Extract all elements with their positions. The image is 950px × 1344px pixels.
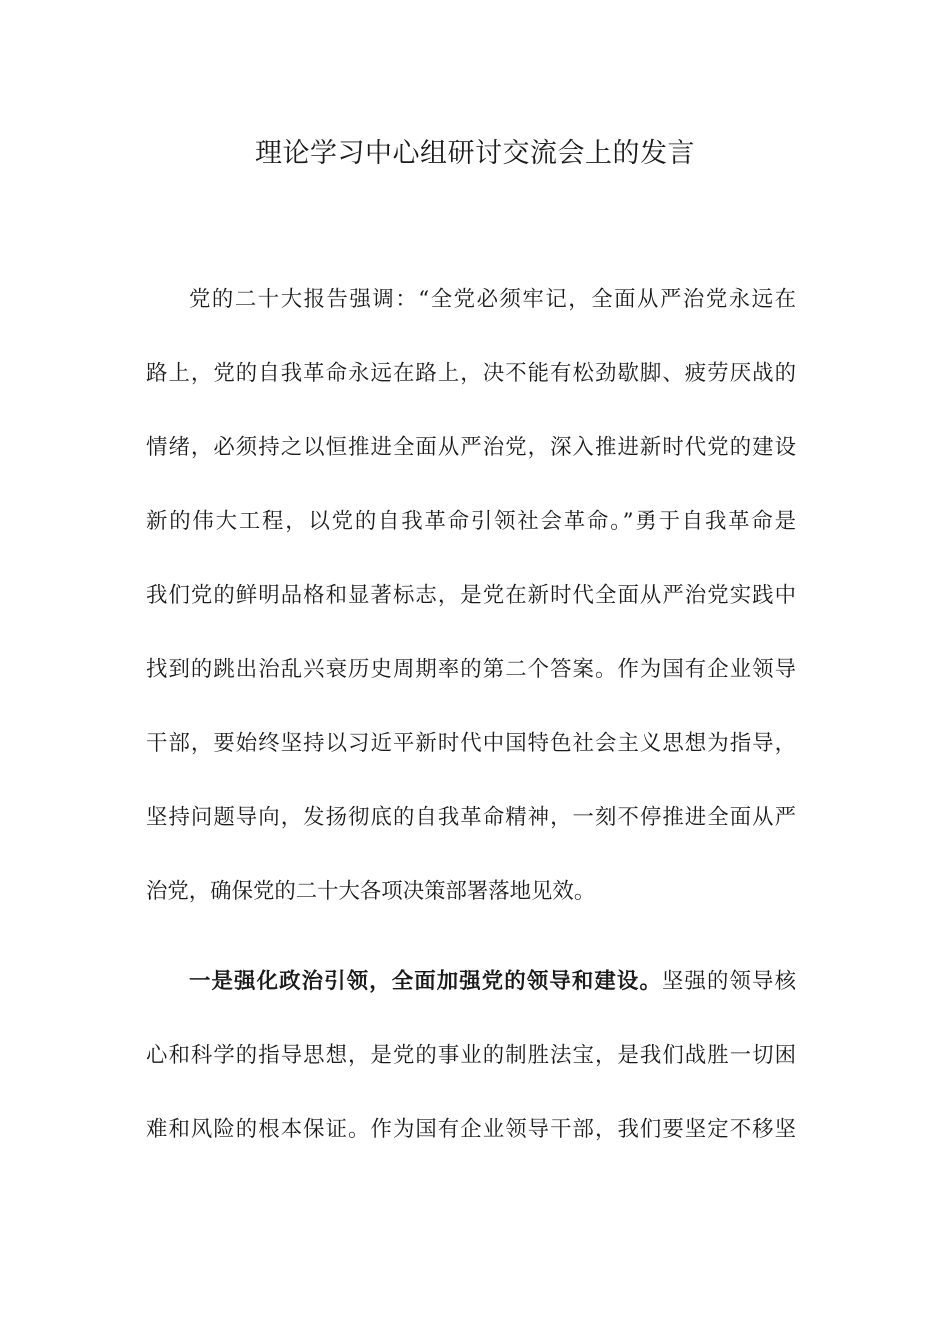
paragraph-line: 情绪，必须持之以恒推进全面从严治党，深入推进新时代党的建设	[146, 435, 796, 460]
paragraph-line: 找到的跳出治乱兴衰历史周期率的第二个答案。作为国有企业领导	[146, 657, 796, 682]
paragraph-line	[189, 962, 796, 1002]
paragraph-line: 我们党的鲜明品格和显著标志，是党在新时代全面从严治党实践中	[146, 583, 796, 608]
paragraph-text: 坚强的领导核	[661, 969, 796, 994]
paragraph-line: 党的二十大报告强调：“全党必须牢记，全面从严治党永远在	[189, 287, 796, 312]
paragraph-line: 坚持问题导向，发扬彻底的自我革命精神，一刻不停推进全面从严	[146, 805, 796, 830]
paragraph-line: 新的伟大工程，以党的自我革命引领社会革命。”勇于自我革命是	[146, 509, 796, 534]
paragraph-line: 治党，确保党的二十大各项决策部署落地见效。	[146, 879, 596, 904]
paragraph-line: 路上，党的自我革命永远在路上，决不能有松劲歇脚、疲劳厌战的	[146, 361, 796, 386]
paragraph-line: 干部，要始终坚持以习近平新时代中国特色社会主义思想为指导，	[146, 731, 796, 756]
document-title: 理论学习中心组研讨交流会上的发言	[255, 138, 695, 169]
section-heading: 一是强化政治引领，全面加强党的领导和建设。	[189, 969, 662, 994]
paragraph-line: 心和科学的指导思想，是党的事业的制胜法宝，是我们战胜一切困	[146, 1043, 796, 1068]
paragraph-line: 难和风险的根本保证。作为国有企业领导干部，我们要坚定不移坚	[146, 1117, 796, 1142]
